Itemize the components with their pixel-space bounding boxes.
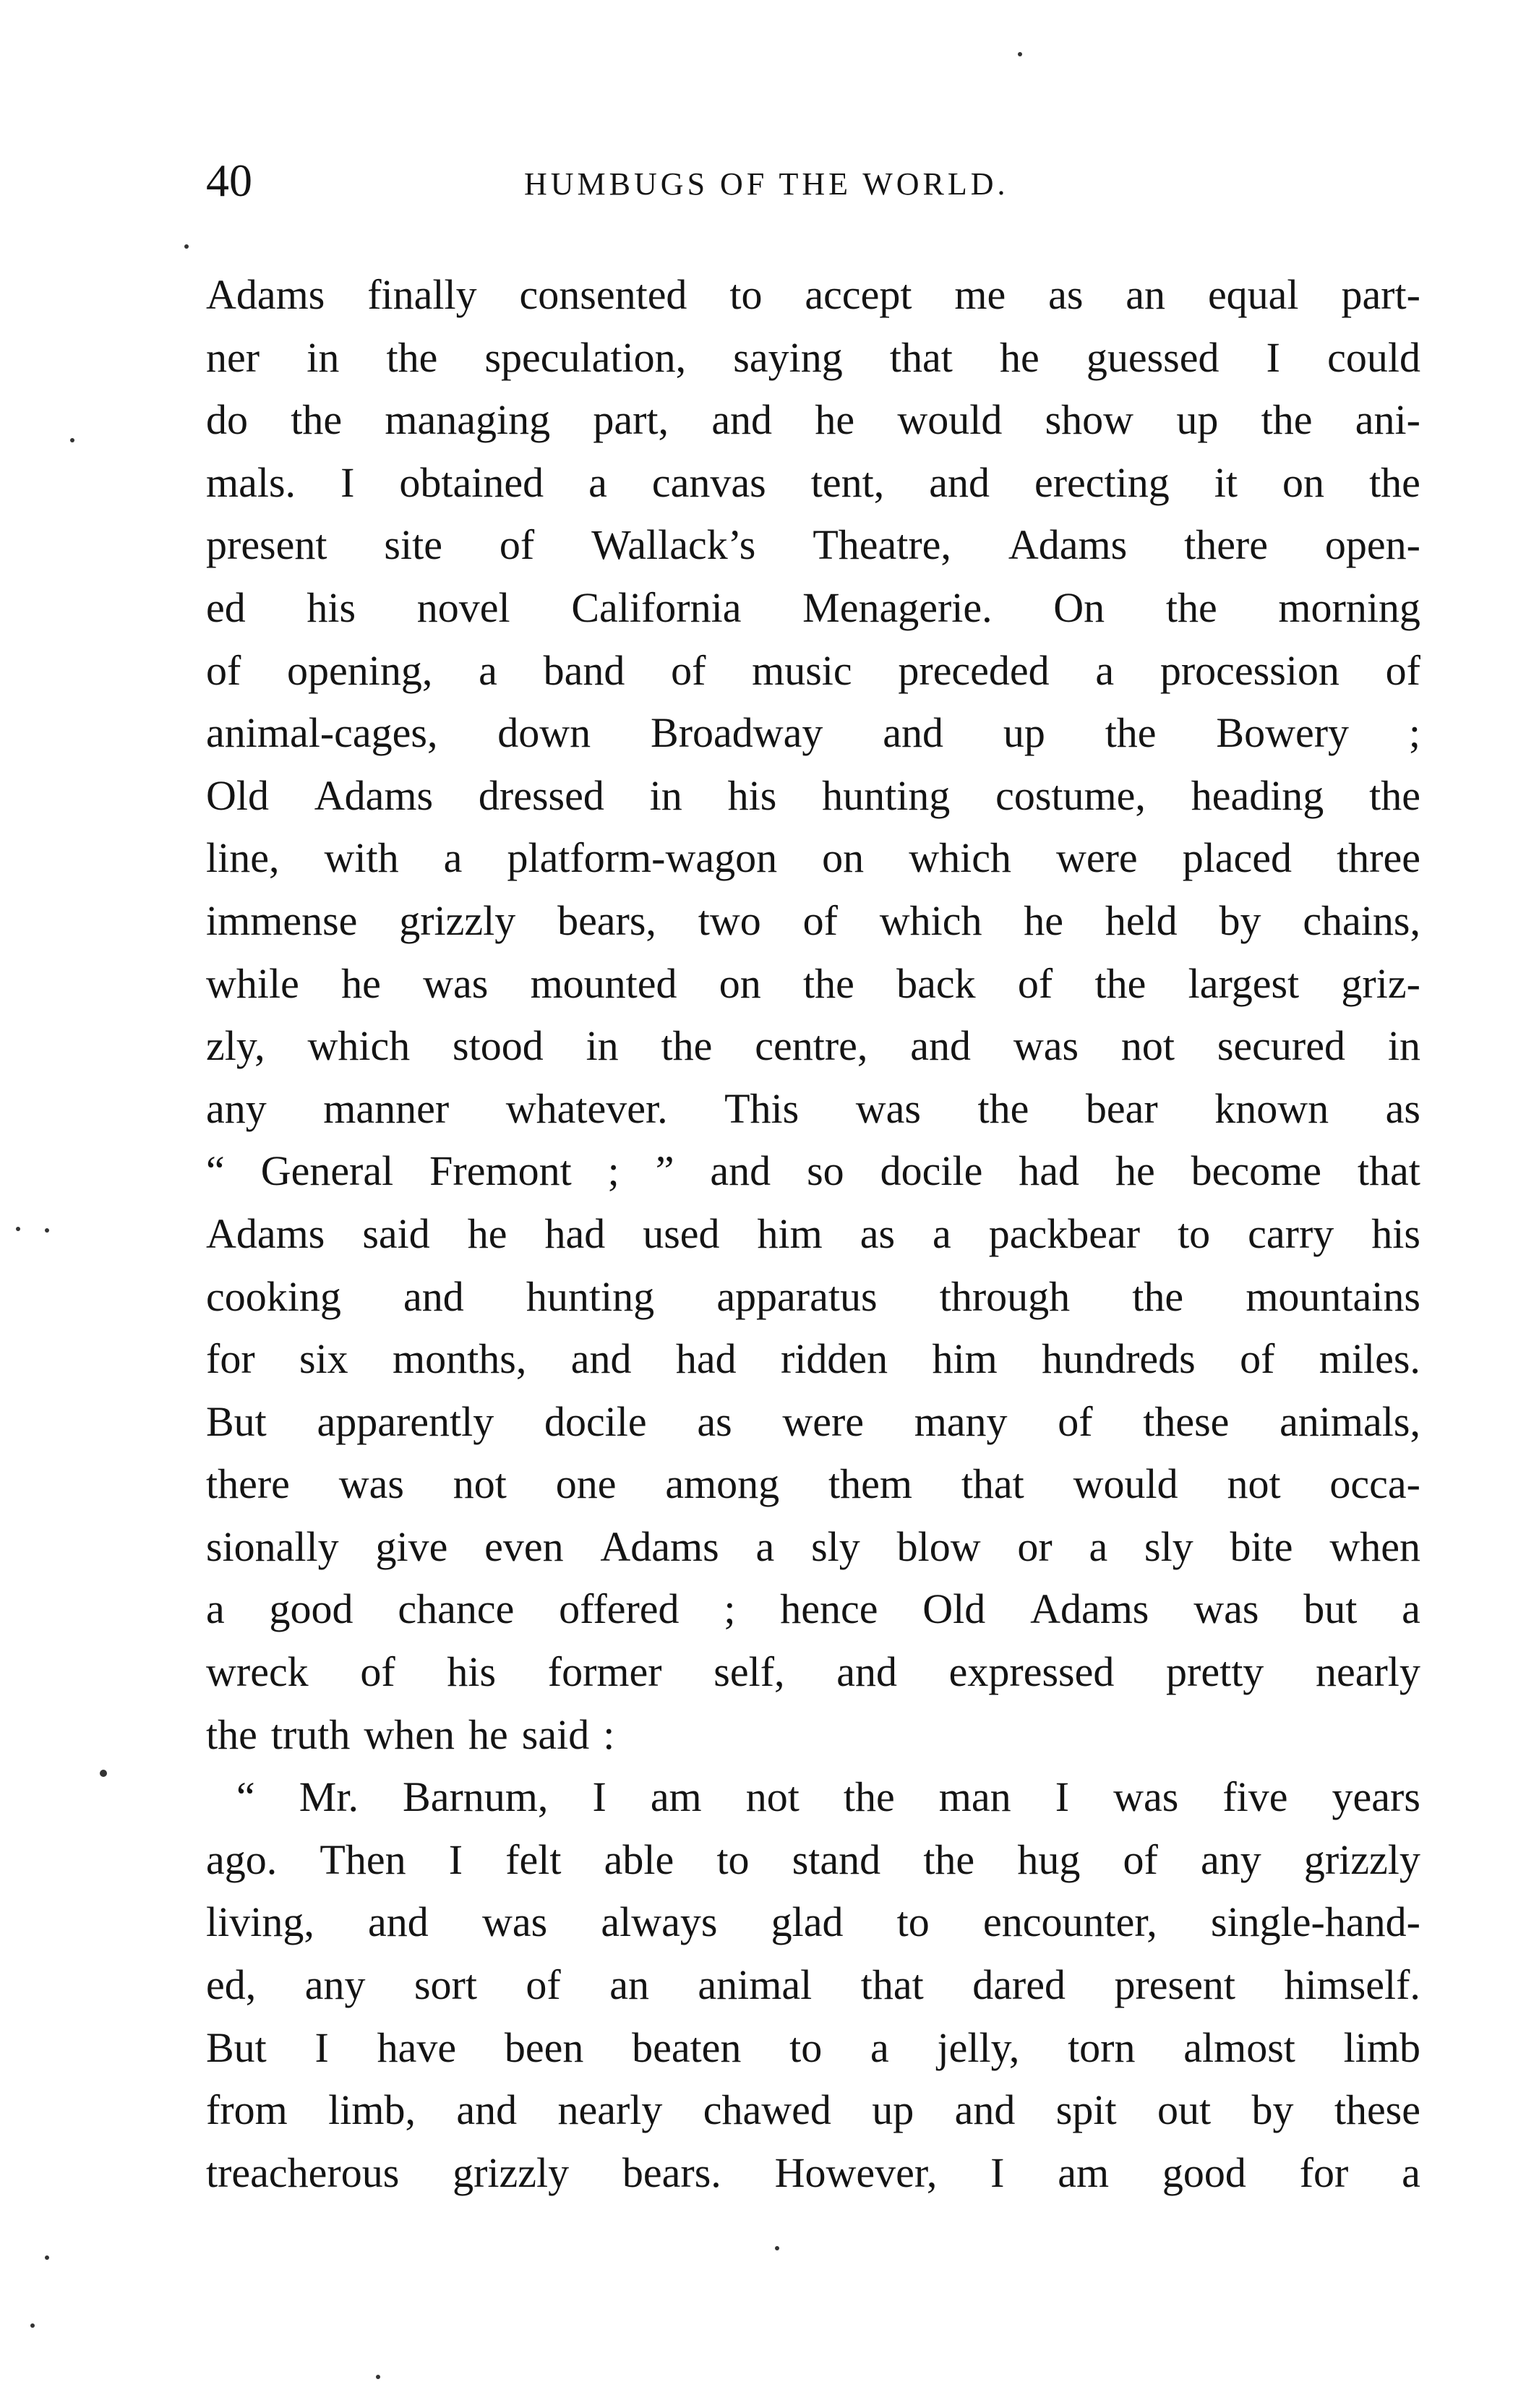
text-line: “ General Fremont ; ” and so docile had he become that (206, 1147, 1420, 1195)
page-header (206, 152, 1420, 210)
text-line: a good chance offered ; hence Old Adams was but a (206, 1585, 1420, 1633)
text-line: mals. I obtained a canvas tent, and erecting it on the (206, 458, 1420, 506)
speck-mark (1018, 52, 1022, 56)
text-line: there was not one among them that would not occa- (206, 1460, 1420, 1508)
text-line: ed, any sort of an animal that dared present himself. (206, 1961, 1420, 2009)
speck-mark (16, 1227, 20, 1231)
speck-mark (184, 244, 189, 249)
speck-mark (70, 438, 74, 442)
speck-mark (775, 2246, 779, 2250)
text-line: Old Adams dressed in his hunting costume, heading the (206, 771, 1420, 819)
text-line: cooking and hunting apparatus through the mountains (206, 1272, 1420, 1320)
text-line: of opening, a band of music preceded a procession of (206, 646, 1420, 694)
text-line: Adams finally consented to accept me as an equal part- (206, 271, 1420, 318)
text-line: the truth when he said : (206, 1710, 615, 1758)
text-line: for six months, and had ridden him hundreds of miles. (206, 1335, 1420, 1383)
speck-mark (30, 2323, 35, 2328)
text-line: do the managing part, and he would show up the ani- (206, 396, 1420, 444)
text-line: animal-cages, down Broadway and up the Bowery ; (206, 709, 1420, 757)
text-line: immense grizzly bears, two of which he held by chains, (206, 896, 1420, 944)
text-line: “ Mr. Barnum, I am not the man I was five years (236, 1773, 1420, 1821)
text-line: But I have been beaten to a jelly, torn almost limb (206, 2023, 1420, 2071)
body-text (206, 264, 1420, 2204)
text-line: Adams said he had used him as a packbear to carry his (206, 1209, 1420, 1257)
text-line: sionally give even Adams a sly blow or a sly bite when (206, 1522, 1420, 1570)
text-line: ago. Then I felt able to stand the hug of any grizzly (206, 1835, 1420, 1883)
text-line: zly, which stood in the centre, and was not secured in (206, 1022, 1420, 1070)
text-line: any manner whatever. This was the bear known as (206, 1084, 1420, 1132)
text-line: while he was mounted on the back of the largest griz- (206, 959, 1420, 1007)
text-line: line, with a platform-wagon on which were placed three (206, 834, 1420, 882)
speck-mark (45, 1228, 49, 1233)
text-line: ed his novel California Menagerie. On the morning (206, 583, 1420, 631)
page-number: 40 (206, 155, 252, 206)
text-line: from limb, and nearly chawed up and spit out by these (206, 2086, 1420, 2134)
text-line: ner in the speculation, saying that he guessed I could (206, 333, 1420, 381)
text-line: But apparently docile as were many of these animals, (206, 1397, 1420, 1445)
speck-mark (45, 2255, 49, 2260)
speck-mark (376, 2375, 380, 2379)
running-head: HUMBUGS OF THE WORLD. (524, 166, 1009, 202)
text-line: treacherous grizzly bears. However, I am good for a (206, 2148, 1420, 2196)
text-line: present site of Wallack’s Theatre, Adams there open- (206, 521, 1420, 569)
text-line: living, and was always glad to encounter, single-hand- (206, 1898, 1420, 1946)
text-line: wreck of his former self, and expressed pretty nearly (206, 1648, 1420, 1696)
speck-mark (100, 1770, 107, 1777)
